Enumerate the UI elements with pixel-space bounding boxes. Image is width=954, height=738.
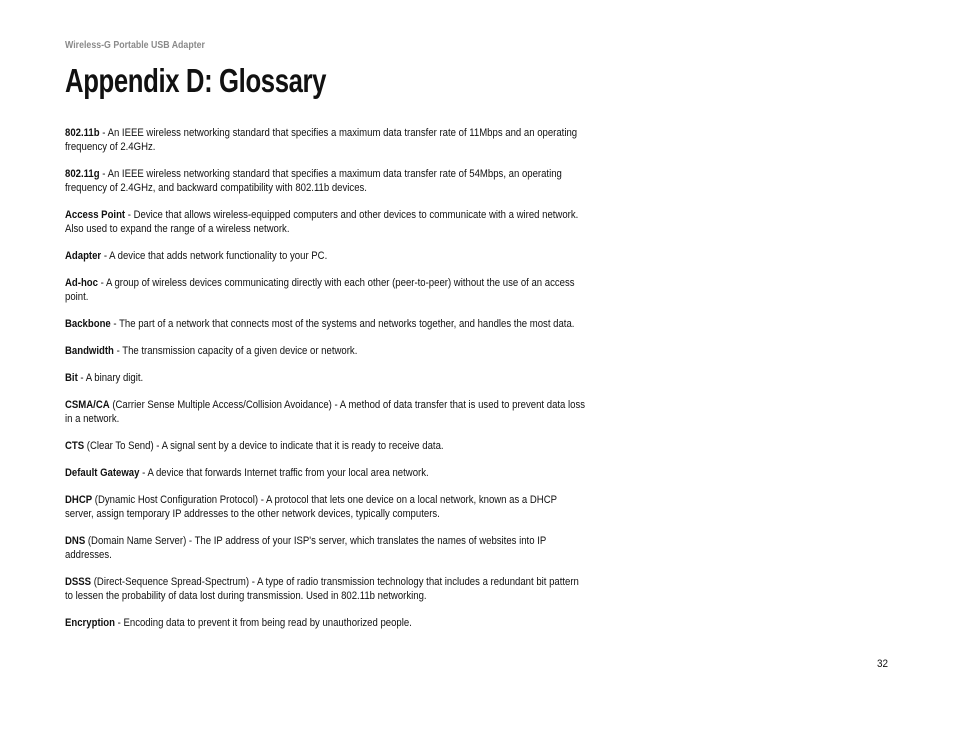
glossary-entry xyxy=(65,276,587,304)
glossary-term: Encryption xyxy=(65,617,115,629)
glossary-definition: - An IEEE wireless networking standard that specifies a maximum data transfer rate of 54Mbps, an operating frequency of 2.4GHz, and backward compatibility with 802.11b devices. xyxy=(65,168,562,194)
glossary-entry xyxy=(65,371,587,385)
glossary-definition: (Carrier Sense Multiple Access/Collision Avoidance) - A method of data transfer that is used to prevent data loss in a network. xyxy=(65,399,586,425)
glossary-term: Ad-hoc xyxy=(65,277,98,289)
glossary-term: DNS xyxy=(65,535,86,547)
glossary-definition: (Clear To Send) - A signal sent by a device to indicate that it is ready to receive data. xyxy=(84,440,444,452)
glossary-entry xyxy=(65,466,587,480)
glossary-entry xyxy=(65,126,587,154)
glossary-entry xyxy=(65,249,587,263)
glossary-entry xyxy=(65,398,587,426)
glossary-definition: - A device that forwards Internet traffic from your local area network. xyxy=(139,467,429,479)
glossary-entry xyxy=(65,534,587,562)
glossary-entry xyxy=(65,575,587,603)
glossary-list xyxy=(65,126,587,643)
glossary-term: 802.11g xyxy=(65,168,100,180)
glossary-definition: - A binary digit. xyxy=(77,372,144,384)
glossary-definition: - The transmission capacity of a given device or network. xyxy=(113,345,358,357)
glossary-definition: - Device that allows wireless-equipped computers and other devices to communicate with a wired network. Also used to expand the range of a wireless network. xyxy=(65,209,579,235)
glossary-entry xyxy=(65,493,587,521)
page-title: Appendix D: Glossary xyxy=(65,62,327,99)
glossary-entry xyxy=(65,208,587,236)
glossary-definition: - A group of wireless devices communicating directly with each other (peer-to-peer) without the use of an access point. xyxy=(65,277,575,303)
glossary-entry xyxy=(65,317,587,331)
glossary-entry xyxy=(65,439,587,453)
glossary-definition: - Encoding data to prevent it from being read by unauthorized people. xyxy=(114,617,412,629)
glossary-definition: (Dynamic Host Configuration Protocol) - A protocol that lets one device on a local network, known as a DHCP server, assign temporary IP addresses to the other network devices, typically computers. xyxy=(65,494,557,520)
glossary-definition: - An IEEE wireless networking standard that specifies a maximum data transfer rate of 11Mbps and an operating frequency of 2.4GHz. xyxy=(65,127,578,153)
glossary-entry xyxy=(65,616,587,630)
glossary-term: 802.11b xyxy=(65,127,100,139)
glossary-term: Backbone xyxy=(65,318,111,330)
glossary-term: DHCP xyxy=(65,494,93,506)
page-number: 32 xyxy=(877,658,889,670)
glossary-term: DSSS xyxy=(65,576,92,588)
glossary-entry xyxy=(65,344,587,358)
running-header: Wireless-G Portable USB Adapter xyxy=(65,40,205,51)
glossary-term: Bandwidth xyxy=(65,345,114,357)
glossary-definition: - A device that adds network functionality to your PC. xyxy=(101,250,328,262)
glossary-term: Adapter xyxy=(65,250,102,262)
glossary-entry xyxy=(65,167,587,195)
glossary-term: CTS xyxy=(65,440,85,452)
glossary-term: Access Point xyxy=(65,209,126,221)
glossary-term: Bit xyxy=(65,372,78,384)
glossary-term: Default Gateway xyxy=(65,467,140,479)
glossary-definition: (Direct-Sequence Spread-Spectrum) - A type of radio transmission technology that includes a redundant bit pattern to lessen the probability of data lost during transmission. Used in 802.11b networking. xyxy=(65,576,579,602)
glossary-definition: - The part of a network that connects most of the systems and networks together, and handles the most data. xyxy=(110,318,575,330)
glossary-term: CSMA/CA xyxy=(65,399,110,411)
glossary-definition: (Domain Name Server) - The IP address of your ISP's server, which translates the names of websites into IP addresses. xyxy=(65,535,547,561)
